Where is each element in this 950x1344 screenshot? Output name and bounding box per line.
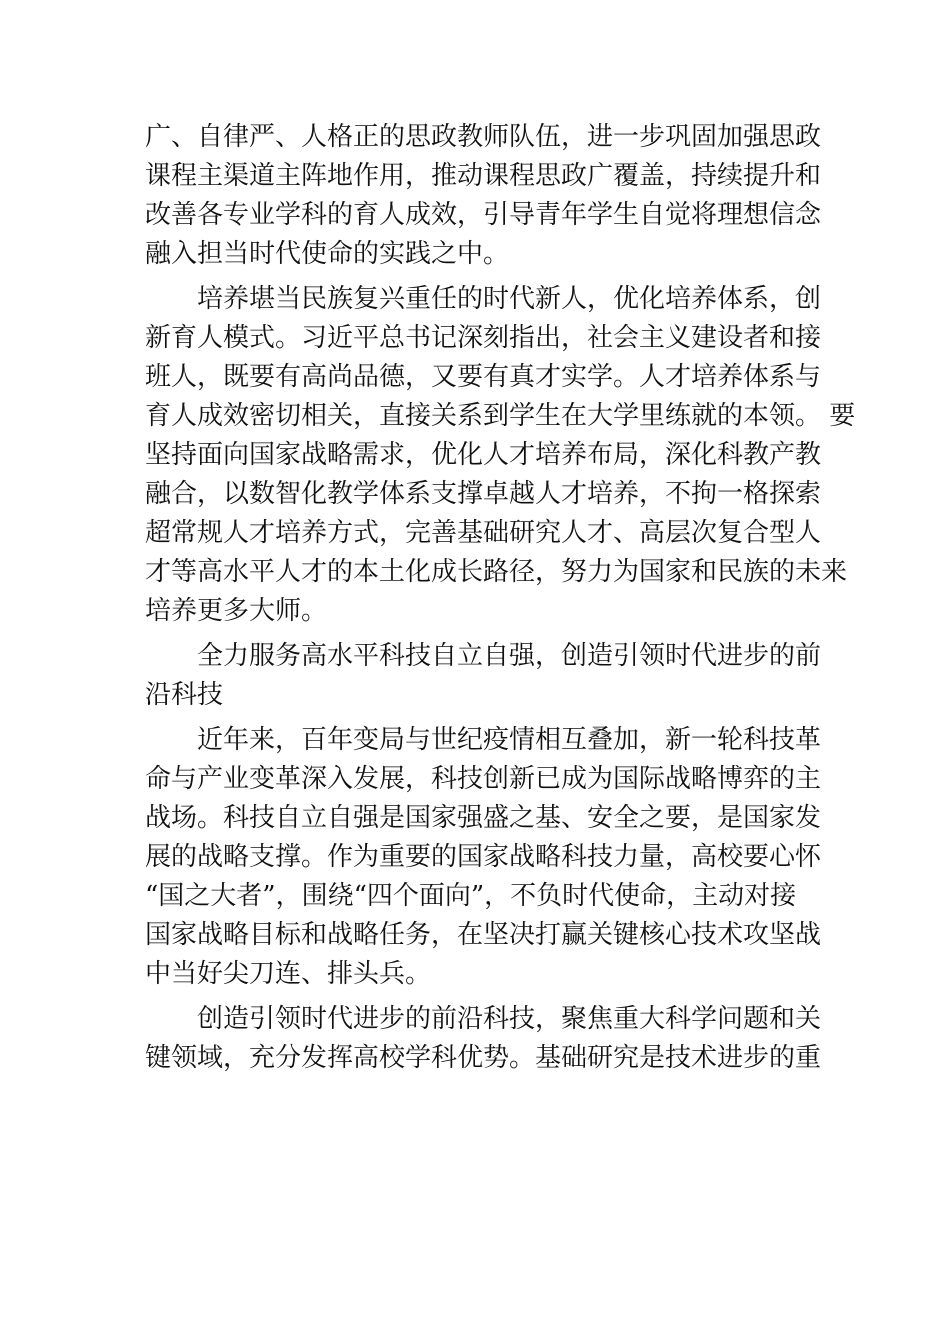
paragraph-line: 键领域，充分发挥高校学科优势。基础研究是技术进步的重 [145,1043,822,1073]
paragraph-line: 新育人模式。习近平总书记深刻指出，社会主义建设者和接 [145,323,822,353]
paragraph-line: 坚持面向国家战略需求，优化人才培养布局，深化科教产教 [145,440,822,470]
paragraph-continued [145,118,825,274]
heading-line: 沿科技 [145,680,224,710]
paragraph-line: “国之大者”，围绕“四个面向”，不负时代使命，主动对接 [145,881,797,911]
paragraph-training-system [145,280,856,631]
paragraph-line: 展的战略支撑。作为重要的国家战略科技力量，高校要心怀 [145,842,822,872]
paragraph-line: 战场。科技自立自强是国家强盛之基、安全之要，是国家发 [145,803,822,833]
paragraph-line: 班人，既要有高尚品德，又要有真才实学。人才培养体系与 [145,362,822,392]
paragraph-line: 培养更多大师。 [145,596,328,626]
paragraph-line: 创造引领时代进步的前沿科技，聚焦重大科学问题和关 [197,1004,822,1034]
paragraph-line: 近年来，百年变局与世纪疫情相互叠加，新一轮科技革 [197,725,822,755]
section-heading [145,637,825,715]
paragraph-line: 广、自律严、人格正的思政教师队伍，进一步巩固加强思政 [145,122,822,152]
paragraph-frontier-tech [145,1000,825,1078]
paragraph-line: 才等高水平人才的本土化成长路径，努力为国家和民族的未来 [145,557,848,587]
paragraph-line: 中当好尖刀连、排头兵。 [145,959,432,989]
paragraph-line: 超常规人才培养方式，完善基础研究人才、高层次复合型人 [145,518,822,548]
document-body [145,118,856,1078]
paragraph-line: 融合，以数智化教学体系支撑卓越人才培养，不拘一格探索 [145,479,822,509]
paragraph-line: 命与产业变革深入发展，科技创新已成为国际战略博弈的主 [145,764,822,794]
paragraph-line: 培养堪当民族复兴重任的时代新人，优化培养体系，创 [197,284,822,314]
paragraph-tech-strategy [145,721,825,994]
paragraph-line: 融入担当时代使命的实践之中。 [145,239,510,269]
paragraph-line: 改善各专业学科的育人成效，引导青年学生自觉将理想信念 [145,200,822,230]
paragraph-line: 课程主渠道主阵地作用，推动课程思政广覆盖，持续提升和 [145,161,822,191]
heading-line: 全力服务高水平科技自立自强，创造引领时代进步的前 [197,641,822,671]
paragraph-line: 国家战略目标和战略任务，在坚决打赢关键核心技术攻坚战 [145,920,822,950]
paragraph-line: 育人成效密切相关，直接关系到学生在大学里练就的本领。 要 [145,401,856,431]
